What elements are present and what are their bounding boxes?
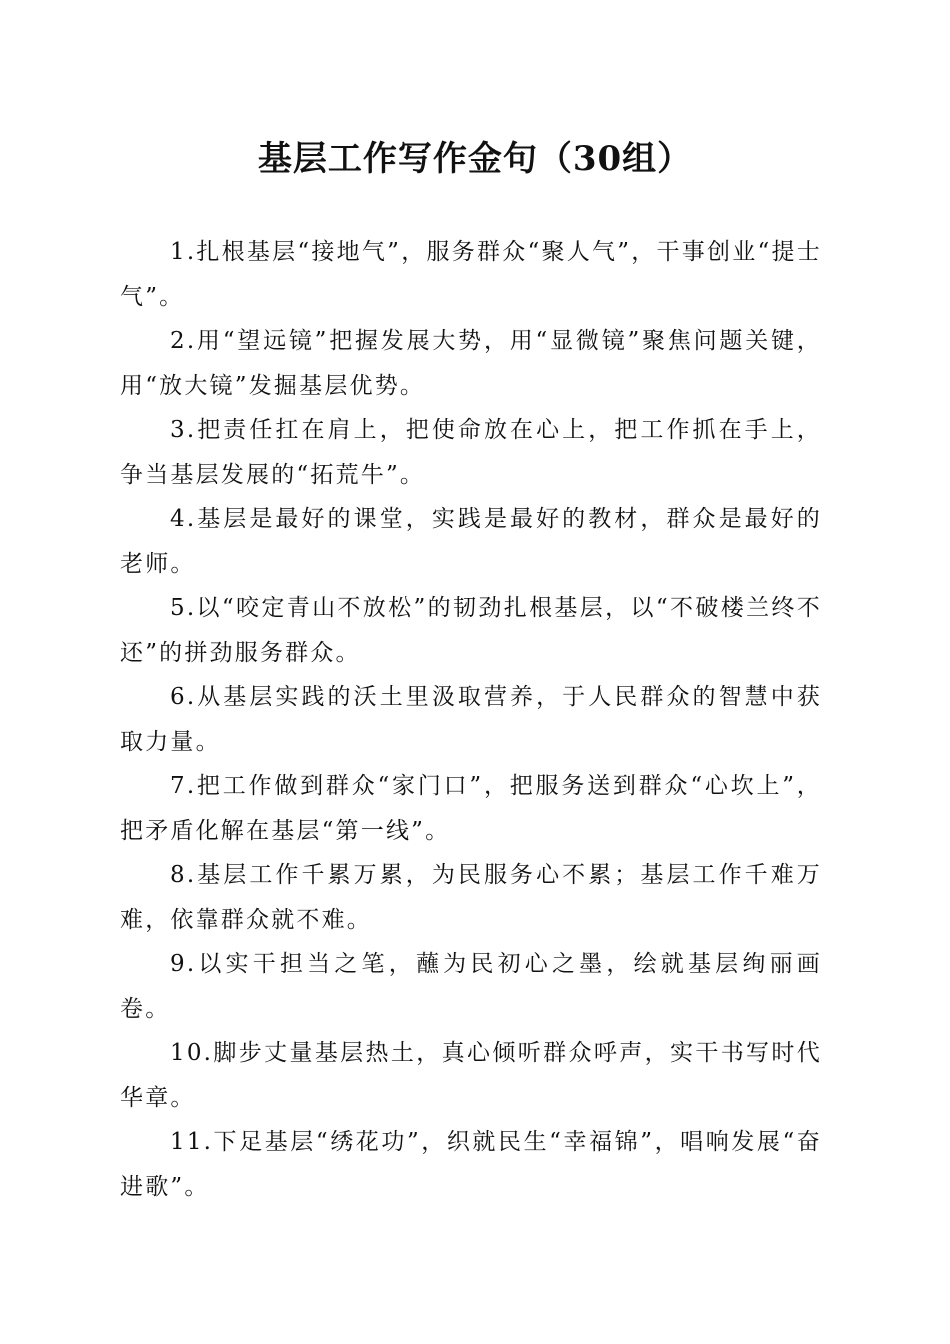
document-body	[120, 230, 822, 1209]
paragraph-2: 2.用“望远镜”把握发展大势，用“显微镜”聚焦问题关键，用“放大镜”发掘基层优势。	[120, 328, 822, 399]
paragraph-9: 9.以实干担当之笔，蘸为民初心之墨，绘就基层绚丽画卷。	[120, 951, 822, 1022]
paragraph-1: 1.扎根基层“接地气”，服务群众“聚人气”，干事创业“提士气”。	[120, 239, 822, 310]
paragraph-7: 7.把工作做到群众“家门口”，把服务送到群众“心坎上”，把矛盾化解在基层“第一线”。	[120, 773, 822, 844]
document-title: 基层工作写作金句（30组）	[257, 139, 693, 179]
paragraph-4: 4.基层是最好的课堂，实践是最好的教材，群众是最好的老师。	[120, 506, 822, 577]
paragraph-10: 10.脚步丈量基层热土，真心倾听群众呼声，实干书写时代华章。	[120, 1040, 822, 1111]
paragraph-5: 5.以“咬定青山不放松”的韧劲扎根基层，以“不破楼兰终不还”的拼劲服务群众。	[120, 595, 822, 666]
paragraph-6: 6.从基层实践的沃土里汲取营养，于人民群众的智慧中获取力量。	[120, 684, 822, 755]
paragraph-11: 11.下足基层“绣花功”，织就民生“幸福锦”，唱响发展“奋进歌”。	[120, 1129, 822, 1200]
paragraph-8: 8.基层工作千累万累，为民服务心不累；基层工作千难万难，依靠群众就不难。	[120, 862, 822, 933]
paragraph-3: 3.把责任扛在肩上，把使命放在心上，把工作抓在手上，争当基层发展的“拓荒牛”。	[120, 417, 822, 488]
